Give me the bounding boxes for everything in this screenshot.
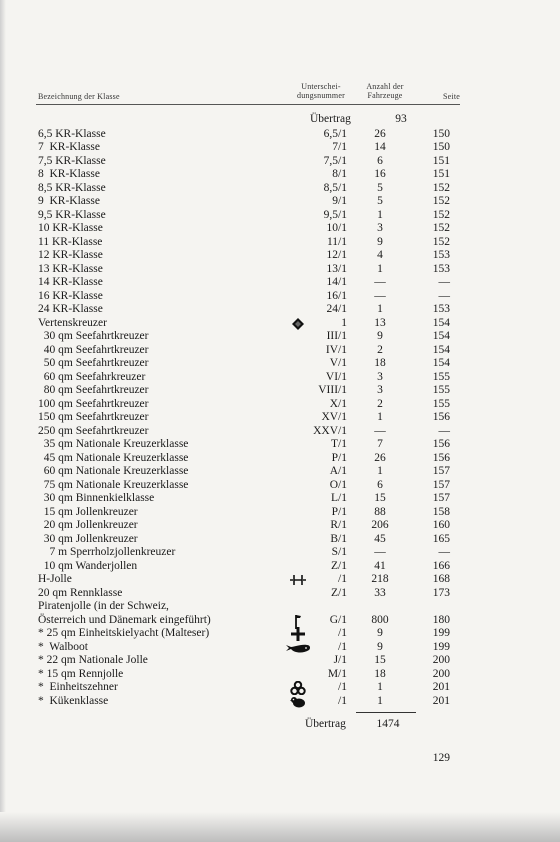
table-row — [0, 276, 560, 290]
vessel-count: 2 — [377, 397, 383, 410]
class-name-line: H-Jolle — [38, 573, 72, 585]
distinction-number: 11/1 — [326, 235, 347, 248]
distinction-number: J/1 — [333, 654, 347, 666]
class-name-line: 14 KR-Klasse — [38, 276, 103, 288]
vessel-count: — — [374, 289, 386, 302]
class-name-line: 35 qm Nationale Kreuzerklasse — [38, 438, 189, 450]
vessel-count: — — [374, 546, 386, 558]
class-name-line: 75 qm Nationale Kreuzerklasse — [38, 478, 189, 491]
vessel-count: 1 — [377, 465, 383, 477]
class-name-line: 16 KR-Klasse — [38, 289, 103, 302]
vessel-count: 18 — [374, 357, 386, 369]
vessel-count: 206 — [371, 519, 389, 531]
class-name — [38, 695, 108, 709]
vessel-count: 26 — [374, 127, 386, 140]
class-name-line: 45 qm Nationale Kreuzerklasse — [38, 451, 189, 464]
distinction-number: B/1 — [330, 532, 347, 545]
class-name — [38, 465, 188, 479]
class-name-line: 50 qm Seefahrtkreuzer — [38, 357, 149, 369]
table-row — [0, 546, 560, 560]
class-name-line: 250 qm Seefahrtkreuzer — [38, 424, 149, 437]
distinction-number: 13/1 — [326, 262, 347, 275]
vessel-count: 1 — [377, 262, 383, 275]
table-row — [0, 303, 560, 317]
class-name-line: 10 KR-Klasse — [38, 222, 103, 234]
distinction-number: Z/1 — [331, 559, 347, 572]
class-name-line: 8,5 KR-Klasse — [38, 181, 106, 194]
distinction-number: XV/1 — [321, 411, 347, 423]
class-name — [38, 627, 209, 641]
vessel-count: 3 — [377, 222, 383, 234]
page-reference: 151 — [432, 168, 450, 180]
class-name — [38, 411, 148, 425]
vessel-count: 18 — [374, 667, 386, 680]
table-row — [0, 209, 560, 223]
vessel-count: 7 — [377, 438, 383, 450]
vessel-count: 3 — [377, 370, 383, 383]
table-row — [0, 330, 560, 344]
vessel-count: 1 — [377, 681, 383, 693]
page-reference: 157 — [432, 492, 450, 504]
page-reference: 151 — [432, 154, 450, 167]
class-name-line: 30 qm Binnenkielklasse — [38, 492, 155, 504]
distinction-number: P/1 — [331, 451, 347, 464]
page-reference: 156 — [432, 451, 450, 464]
class-name-line: 6,5 KR-Klasse — [38, 127, 106, 140]
class-name — [38, 573, 72, 587]
page-reference: 154 — [432, 343, 450, 356]
vessel-count: — — [374, 424, 386, 437]
distinction-number: VIII/1 — [318, 384, 347, 396]
table-row — [0, 411, 560, 425]
table-row — [0, 344, 560, 358]
distinction-number: O/1 — [329, 478, 347, 491]
class-name — [38, 519, 138, 533]
class-name-line: 150 qm Seefahrtkreuzer — [38, 411, 149, 423]
class-name — [38, 398, 148, 412]
class-name — [38, 330, 148, 344]
page-reference: 153 — [432, 249, 450, 261]
page-reference: 152 — [432, 208, 450, 221]
page-reference: 180 — [432, 613, 450, 626]
page-reference: 156 — [432, 438, 450, 450]
header-number-label-line1: Unterschei- — [301, 82, 341, 91]
class-name-line: * Walboot — [38, 640, 88, 653]
class-name — [38, 141, 100, 155]
page-reference: 152 — [432, 195, 450, 207]
class-name — [38, 222, 103, 236]
class-name-line: Österreich und Dänemark eingeführt) — [38, 613, 211, 626]
page-reference: 153 — [432, 262, 450, 275]
class-name — [38, 384, 148, 398]
vessel-count: 218 — [371, 573, 389, 585]
class-name-line: 13 KR-Klasse — [38, 262, 103, 275]
class-name — [38, 303, 103, 317]
distinction-number: S/1 — [331, 546, 347, 558]
distinction-number: 24/1 — [326, 303, 347, 315]
table-row — [0, 492, 560, 506]
vessel-count: 33 — [374, 586, 386, 599]
vessel-count: 6 — [377, 478, 383, 491]
table-row — [0, 263, 560, 277]
table-row — [0, 168, 560, 182]
class-name — [38, 371, 145, 385]
class-name-line: 8 KR-Klasse — [38, 168, 100, 180]
vessel-count: 41 — [374, 559, 386, 572]
table-row — [0, 398, 560, 412]
vessel-count: 9 — [377, 235, 383, 248]
class-name-line: 7 KR-Klasse — [38, 141, 100, 153]
table-row — [0, 438, 560, 452]
vessel-count: 9 — [377, 640, 383, 653]
table-row — [0, 533, 560, 547]
distinction-number: 1 — [341, 316, 347, 329]
class-name-line: 7,5 KR-Klasse — [38, 154, 106, 167]
page-reference: 152 — [432, 181, 450, 194]
table-row — [0, 479, 560, 493]
class-name — [38, 168, 100, 182]
distinction-number: 9,5/1 — [323, 208, 347, 221]
distinction-number: R/1 — [330, 519, 347, 531]
class-name-line: 15 qm Jollenkreuzer — [38, 505, 138, 518]
vessel-count: 5 — [377, 195, 383, 207]
page-reference: 154 — [432, 357, 450, 369]
class-name-line: 60 qm Seefahrkreuzer — [38, 370, 146, 383]
distinction-number: XXV/1 — [313, 424, 347, 437]
table-row — [0, 560, 560, 574]
distinction-number: 10/1 — [326, 222, 347, 234]
vessel-count: 6 — [377, 154, 383, 167]
table-row — [0, 128, 560, 142]
header-number-label — [286, 82, 356, 100]
distinction-number: 12/1 — [326, 249, 347, 261]
class-name — [38, 654, 148, 668]
table-row — [0, 141, 560, 155]
distinction-number: 7/1 — [332, 141, 347, 153]
class-name-line: 20 qm Jollenkreuzer — [38, 519, 138, 531]
distinction-number: 14/1 — [326, 276, 347, 288]
page-reference: 155 — [432, 384, 450, 396]
class-name — [38, 276, 103, 290]
table-row — [0, 222, 560, 236]
class-name — [38, 425, 148, 439]
page-reference: 168 — [432, 573, 450, 585]
class-name — [38, 249, 103, 263]
vessel-count: 3 — [377, 384, 383, 396]
table-row — [0, 654, 560, 668]
page-reference: 155 — [432, 370, 450, 383]
vessel-count: 1 — [377, 208, 383, 221]
table-row — [0, 587, 560, 601]
class-name — [38, 533, 138, 547]
table-row — [0, 452, 560, 466]
page-reference: 173 — [432, 586, 450, 599]
vessel-count: 1 — [377, 694, 383, 707]
page-reference: 160 — [432, 519, 450, 531]
vessel-count: 4 — [377, 249, 383, 261]
header-number-label-line2: dungsnummer — [297, 91, 345, 100]
class-name-line: * Kükenklasse — [38, 694, 109, 707]
class-name-line: 10 qm Wanderjollen — [38, 559, 138, 572]
vessel-count: 14 — [374, 141, 386, 153]
class-name-line: * Einheitszehner — [38, 681, 118, 693]
table-row — [0, 627, 560, 641]
vessel-count: 16 — [374, 168, 386, 180]
header-divider — [36, 104, 460, 105]
distinction-number: VI/1 — [325, 370, 347, 383]
class-name-line: 30 qm Seefahrtkreuzer — [38, 330, 149, 342]
class-name-line: 7 m Sperrholzjollenkreuzer — [38, 546, 176, 558]
distinction-number: T/1 — [331, 438, 347, 450]
distinction-number: Z/1 — [331, 586, 347, 599]
table-row — [0, 465, 560, 479]
page-reference: 153 — [432, 303, 450, 315]
vessel-count: 5 — [377, 181, 383, 194]
class-name — [38, 479, 188, 493]
table-row — [0, 695, 560, 709]
distinction-number: 8,5/1 — [323, 181, 347, 194]
table-row — [0, 290, 560, 304]
distinction-number: III/1 — [326, 330, 347, 342]
class-name-line: 40 qm Seefahrtkreuzer — [38, 343, 149, 356]
distinction-number: IV/1 — [325, 343, 347, 356]
class-name-line: 80 qm Seefahrtkreuzer — [38, 384, 149, 396]
table-row — [0, 681, 560, 695]
table-row — [0, 641, 560, 655]
class-name — [38, 209, 106, 223]
class-name — [38, 290, 103, 304]
header-count-label-line2: Fahrzeuge — [367, 91, 403, 100]
distinction-number: 8/1 — [332, 168, 347, 180]
class-name — [38, 155, 106, 169]
class-name-line: * 15 qm Rennjolle — [38, 667, 124, 680]
class-name — [38, 560, 137, 574]
table-row — [0, 182, 560, 196]
vessel-count: 13 — [374, 316, 386, 329]
distinction-number: /1 — [338, 627, 347, 639]
carry-top-value: 93 — [395, 113, 407, 125]
class-name-line: 9,5 KR-Klasse — [38, 208, 106, 221]
page-reference: 200 — [432, 654, 450, 666]
class-table — [0, 128, 560, 709]
distinction-number: V/1 — [329, 357, 347, 369]
class-name-line: * 22 qm Nationale Jolle — [38, 654, 148, 666]
class-name — [38, 195, 100, 209]
distinction-number: 7,5/1 — [323, 154, 347, 167]
sum-divider — [356, 712, 416, 713]
page-reference: 201 — [432, 694, 450, 707]
table-row — [0, 371, 560, 385]
class-name — [38, 344, 148, 358]
table-row — [0, 155, 560, 169]
class-name-line: Vertenskreuzer — [38, 316, 107, 329]
class-name — [38, 236, 102, 250]
table-row — [0, 600, 560, 627]
distinction-number: 9/1 — [332, 195, 347, 207]
page-reference: 152 — [432, 222, 450, 234]
class-name-line: 100 qm Seefahrtkreuzer — [38, 397, 149, 410]
table-row — [0, 668, 560, 682]
distinction-number: /1 — [338, 681, 347, 693]
table-row — [0, 195, 560, 209]
page-reference: 158 — [432, 505, 450, 518]
page-reference: 150 — [432, 127, 450, 140]
class-name — [38, 492, 154, 506]
class-name — [38, 128, 106, 142]
page-reference: 157 — [432, 465, 450, 477]
vessel-count: 26 — [374, 451, 386, 464]
page-reference: 156 — [432, 411, 450, 423]
class-name — [38, 668, 123, 682]
class-name-line: 9 KR-Klasse — [38, 195, 100, 207]
class-name-line: * 25 qm Einheitskielyacht (Malteser) — [38, 627, 210, 639]
table-row — [0, 236, 560, 250]
page-reference: — — [438, 276, 450, 288]
class-name — [38, 600, 211, 627]
vessel-count: 800 — [371, 613, 389, 626]
page-reference: 199 — [432, 640, 450, 653]
carry-top-label: Übertrag — [310, 113, 351, 125]
page-reference: — — [438, 546, 450, 558]
vessel-count: 9 — [377, 330, 383, 342]
header-page-label: Seite — [443, 92, 460, 101]
table-row — [0, 573, 560, 587]
class-name — [38, 357, 148, 371]
class-name — [38, 587, 122, 601]
class-name-line: 24 KR-Klasse — [38, 303, 103, 315]
page-bottom-shadow — [0, 812, 560, 842]
distinction-number: L/1 — [331, 492, 347, 504]
class-name — [38, 452, 188, 466]
class-name — [38, 263, 103, 277]
distinction-number: G/1 — [329, 613, 347, 626]
class-name — [38, 681, 118, 695]
table-row — [0, 317, 560, 331]
page-reference: 201 — [432, 681, 450, 693]
class-name-line: 12 KR-Klasse — [38, 249, 103, 261]
table-row — [0, 506, 560, 520]
class-name-line: Piratenjolle (in der Schweiz, — [38, 600, 169, 612]
header-class-label: Bezeichnung der Klasse — [38, 92, 120, 101]
table-row — [0, 519, 560, 533]
page-reference: 157 — [432, 478, 450, 491]
table-row — [0, 425, 560, 439]
page-reference: — — [438, 424, 450, 437]
page-number: 129 — [432, 752, 450, 764]
class-name — [38, 438, 188, 452]
vessel-count: 88 — [374, 505, 386, 518]
page-reference: 155 — [432, 397, 450, 410]
class-name — [38, 546, 175, 560]
class-name-line: 60 qm Nationale Kreuzerklasse — [38, 465, 189, 477]
distinction-number: /1 — [338, 694, 347, 707]
vessel-count: 9 — [377, 627, 383, 639]
page-reference: 166 — [432, 559, 450, 572]
vessel-count: — — [374, 276, 386, 288]
class-name-line: 30 qm Jollenkreuzer — [38, 532, 138, 545]
distinction-number: P/1 — [331, 505, 347, 518]
header-count-label — [350, 82, 420, 100]
header-count-label-line1: Anzahl der — [366, 82, 404, 91]
page-reference: 165 — [432, 532, 450, 545]
page-reference: 199 — [432, 627, 450, 639]
carry-bottom-label: Übertrag — [305, 718, 346, 730]
distinction-number: X/1 — [329, 397, 347, 410]
distinction-number: /1 — [338, 573, 347, 585]
class-name — [38, 641, 88, 655]
vessel-count: 1 — [377, 303, 383, 315]
distinction-number: 6,5/1 — [323, 127, 347, 140]
vessel-count: 15 — [374, 492, 386, 504]
distinction-number: /1 — [338, 640, 347, 653]
page-reference: 150 — [432, 141, 450, 153]
page-reference: — — [438, 289, 450, 302]
class-name-line: 20 qm Rennklasse — [38, 586, 123, 599]
table-row — [0, 249, 560, 263]
vessel-count: 15 — [374, 654, 386, 666]
vessel-count: 2 — [377, 343, 383, 356]
distinction-number: M/1 — [327, 667, 347, 680]
page-reference: 154 — [432, 316, 450, 329]
page-reference: 200 — [432, 667, 450, 680]
vessel-count: 1 — [377, 411, 383, 423]
distinction-number: A/1 — [329, 465, 347, 477]
class-name — [38, 182, 106, 196]
table-row — [0, 384, 560, 398]
page-reference: 154 — [432, 330, 450, 342]
class-name-line: 11 KR-Klasse — [38, 235, 103, 248]
carry-bottom-value: 1474 — [376, 718, 400, 730]
distinction-number: 16/1 — [326, 289, 347, 302]
class-name — [38, 506, 138, 520]
vessel-count: 45 — [374, 532, 386, 545]
page-reference: 152 — [432, 235, 450, 248]
class-name — [38, 317, 107, 331]
table-row — [0, 357, 560, 371]
